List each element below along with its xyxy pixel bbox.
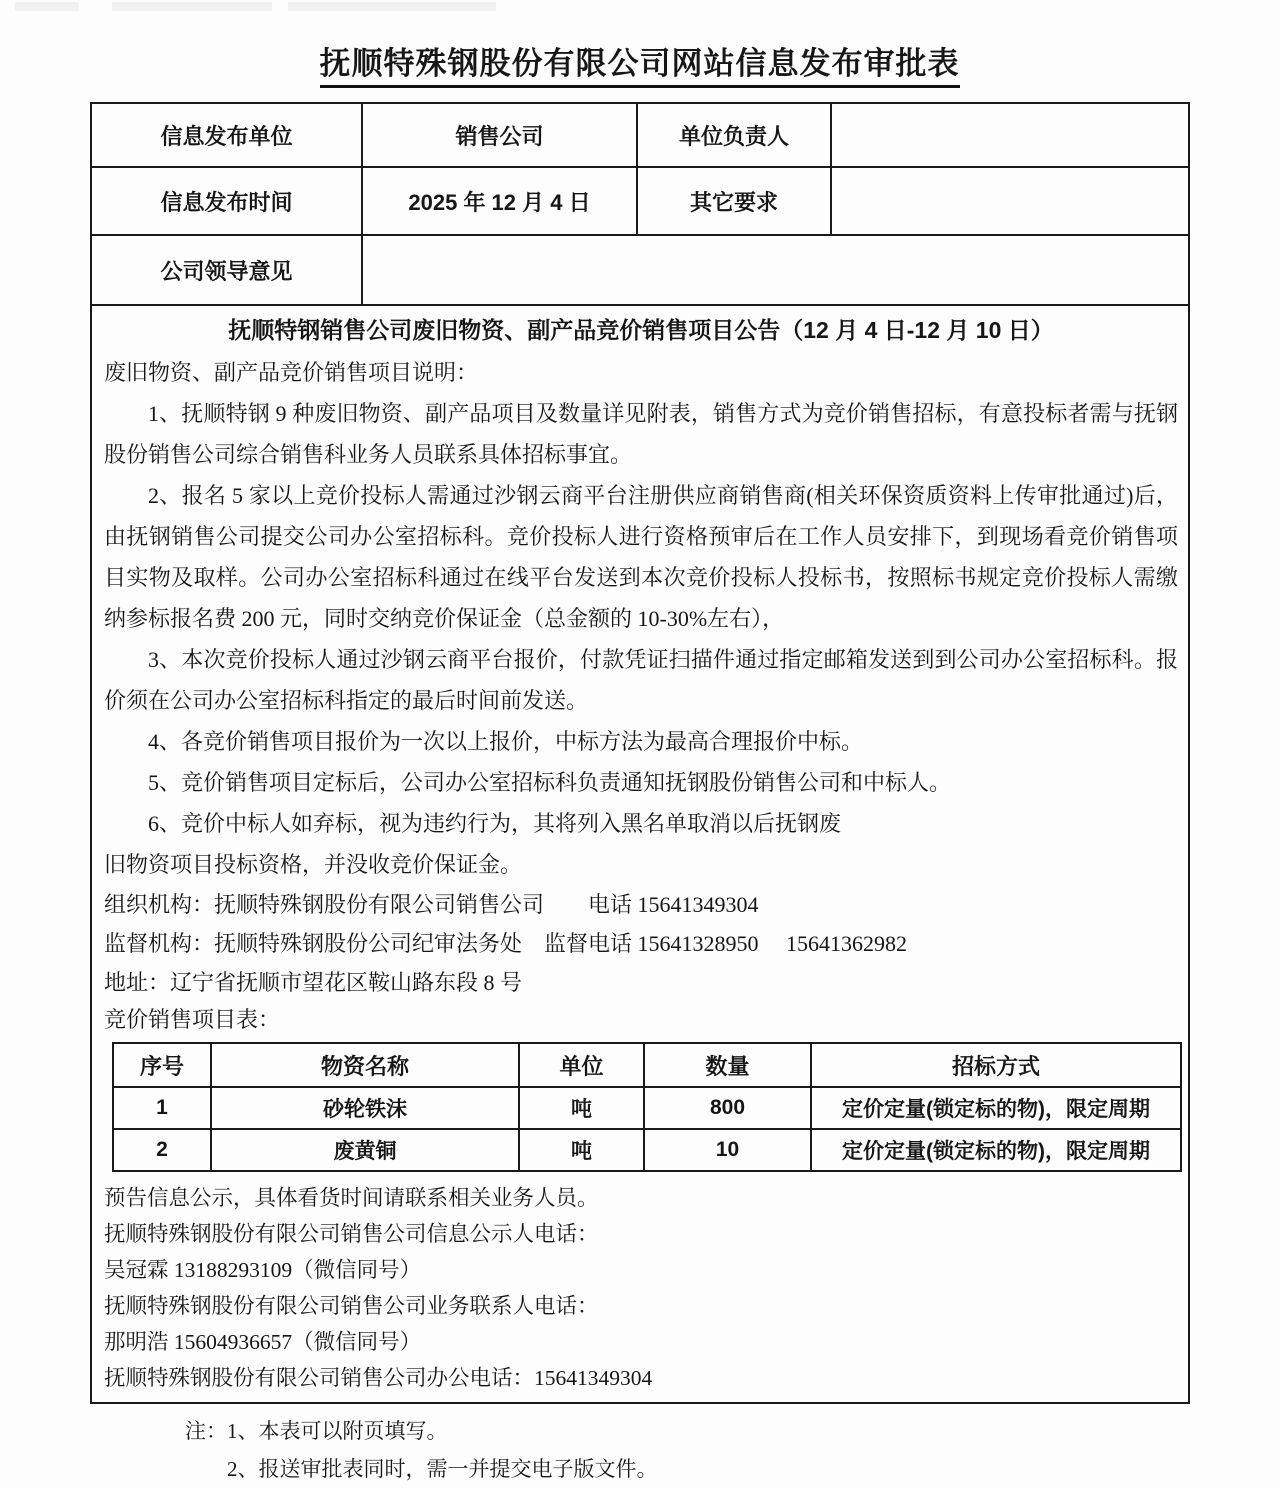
table-row xyxy=(91,235,1189,305)
office-phone-line: 抚顺特殊钢股份有限公司销售公司办公电话：15641349304 xyxy=(104,1366,653,1390)
announcement-paragraph-1: 1、抚顺特钢 9 种废旧物资、副产品项目及数量详见附表，销售方式为竞价销售招标，有意投标者需与抚钢股份销售公司综合销售科业务人员联系具体招标事宜。 xyxy=(104,401,1178,467)
col-header-bid-method: 招标方式 xyxy=(811,1043,1181,1087)
publish-unit-label: 信息发布单位 xyxy=(91,103,362,167)
items-table xyxy=(112,1042,1182,1172)
contact-block xyxy=(104,1180,1178,1396)
footnotes xyxy=(185,1412,1279,1488)
unit-head-label: 单位负责人 xyxy=(637,103,831,167)
table-row xyxy=(91,103,1189,167)
table-row xyxy=(91,167,1189,235)
col-header-quantity: 数量 xyxy=(644,1043,811,1087)
table-row xyxy=(113,1087,1181,1129)
approval-table xyxy=(90,102,1190,1404)
page-title: 抚顺特殊钢股份有限公司网站信息发布审批表 xyxy=(320,38,960,88)
footnote-items xyxy=(227,1412,658,1488)
scan-artifact xyxy=(288,2,496,11)
document-header xyxy=(0,0,1279,88)
publicity-contact-person: 吴冠霖 13188293109（微信同号） xyxy=(104,1258,422,1282)
announcement-paragraph-6-continued: 旧物资项目投标资格，并没收竞价保证金。 xyxy=(104,852,523,877)
publish-time-value: 2025 年 12 月 4 日 xyxy=(362,167,637,235)
preview-notice-line: 预告信息公示，具体看货时间请联系相关业务人员。 xyxy=(104,1186,599,1210)
other-requirements-value xyxy=(831,167,1189,235)
announcement-paragraph-2: 2、报名 5 家以上竞价投标人需通过沙钢云商平台注册供应商销售商(相关环保资质资料上传审批通过)后，由抚钢销售公司提交公司办公室招标科。竞价投标人进行资格预审后在工作人员安排下，到现场看竞价销售项目实物及取样。公司办公室招标科通过在线平台发送到本次竞价投标人投标书，按照标书规定竞价投标人需缴纳参标报名费 200 元，同时交纳竞价保证金（总金额的 10-30%左右）， xyxy=(104,483,1178,631)
announcement-paragraph-3: 3、本次竞价投标人通过沙钢云商平台报价，付款凭证扫描件通过指定邮箱发送到到公司办公室招标科。报价须在公司办公室招标科指定的最后时间前发送。 xyxy=(104,647,1178,713)
business-contact-person: 那明浩 15604936657（微信同号） xyxy=(104,1330,422,1354)
publish-unit-value: 销售公司 xyxy=(362,103,637,167)
col-header-material-name: 物资名称 xyxy=(211,1043,519,1087)
item-index: 2 xyxy=(113,1129,211,1171)
item-quantity: 800 xyxy=(644,1087,811,1129)
footnote-item-1: 1、本表可以附页填写。 xyxy=(227,1419,448,1443)
announcement-content-cell xyxy=(91,305,1189,1403)
address-line: 地址：辽宁省抚顺市望花区鞍山路东段 8 号 xyxy=(104,970,523,995)
item-material-name: 废黄铜 xyxy=(211,1129,519,1171)
item-bid-method: 定价定量(锁定标的物)，限定周期 xyxy=(811,1087,1181,1129)
col-header-index: 序号 xyxy=(113,1043,211,1087)
scan-artifact xyxy=(112,2,272,11)
scan-artifact xyxy=(15,2,79,11)
item-material-name: 砂轮铁沫 xyxy=(211,1087,519,1129)
other-requirements-label: 其它要求 xyxy=(637,167,831,235)
table-row xyxy=(91,305,1189,1403)
announcement-paragraph-6: 6、竞价中标人如弃标，视为违约行为，其将列入黑名单取消以后抚钢废 xyxy=(148,811,842,836)
item-bid-method: 定价定量(锁定标的物)，限定周期 xyxy=(811,1129,1181,1171)
organizer-line: 组织机构：抚顺特殊钢股份有限公司销售公司 电话 15641349304 xyxy=(104,892,759,917)
announcement-paragraph-5: 5、竞价销售项目定标后，公司办公室招标科负责通知抚钢股份销售公司和中标人。 xyxy=(148,770,952,795)
footnote-item-2: 2、报送审批表同时，需一并提交电子版文件。 xyxy=(227,1457,658,1481)
announcement-title: 抚顺特钢销售公司废旧物资、副产品竞价销售项目公告（12 月 4 日-12 月 10 日） xyxy=(228,317,1054,343)
leader-opinion-value xyxy=(362,235,1189,305)
publish-time-label: 信息发布时间 xyxy=(91,167,362,235)
announcement-intro: 废旧物资、副产品竞价销售项目说明： xyxy=(104,360,479,385)
supervisor-line: 监督机构：抚顺特殊钢股份公司纪审法务处 监督电话 15641328950 15641362982 xyxy=(104,931,908,956)
publicity-contact-header: 抚顺特殊钢股份有限公司销售公司信息公示人电话： xyxy=(104,1222,599,1246)
item-quantity: 10 xyxy=(644,1129,811,1171)
item-index: 1 xyxy=(113,1087,211,1129)
item-unit: 吨 xyxy=(519,1087,644,1129)
footnote-prefix: 注： xyxy=(185,1419,227,1443)
unit-head-value xyxy=(831,103,1189,167)
table-row xyxy=(113,1129,1181,1171)
items-header-row xyxy=(113,1043,1181,1087)
announcement-paragraph-4: 4、各竞价销售项目报价为一次以上报价，中标方法为最高合理报价中标。 xyxy=(148,729,864,754)
leader-opinion-label: 公司领导意见 xyxy=(91,235,362,305)
items-table-caption: 竞价销售项目表： xyxy=(104,1007,281,1032)
col-header-unit: 单位 xyxy=(519,1043,644,1087)
item-unit: 吨 xyxy=(519,1129,644,1171)
business-contact-header: 抚顺特殊钢股份有限公司销售公司业务联系人电话： xyxy=(104,1294,599,1318)
